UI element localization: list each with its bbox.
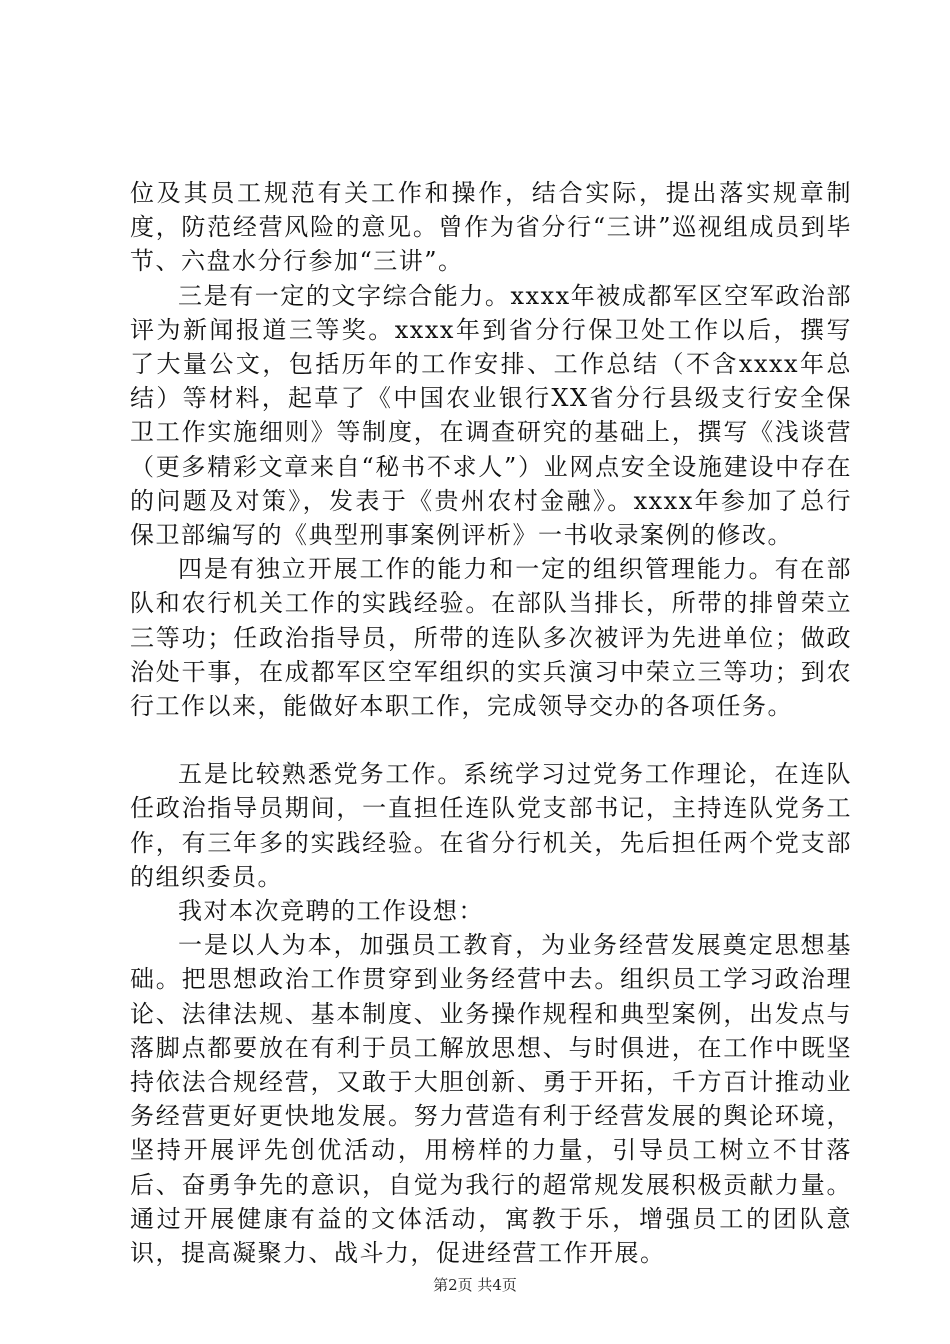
paragraph-plan-one: 一是以人为本，加强员工教育，为业务经营发展奠定思想基础。把思想政治工作贯穿到业务经营中去。组织员工学习政治理论、法律法规、基本制度、业务操作规程和典型案例，出发点与落脚点都要放在有利于员工解放思想、与时俱进，在工作中既坚持依法合规经营，又敢于大胆创新、勇于开拓，千方百计推动业务经营更好更快地发展。努力营造有利于经营发展的舆论环境，坚持开展评先创优活动，用榜样的力量，引导员工树立不甘落后、奋勇争先的意识，自觉为我行的超常规发展积极贡献力量。通过开展健康有益的文体活动，寓教于乐，增强员工的团队意识，提高凝聚力、战斗力，促进经营工作开展。 <box>130 931 852 1268</box>
paragraph-gap <box>130 723 852 757</box>
paragraph-plan-heading: 我对本次竞聘的工作设想： <box>178 897 484 926</box>
page-footer: 第2页 共4页 <box>433 1276 517 1294</box>
paragraph-party-work: 五是比较熟悉党务工作。系统学习过党务工作理论，在连队任政治指导员期间，一直担任连队党支部书记，主持连队党务工作，有三年多的实践经验。在省分行机关，先后担任两个党支部的组织委员。 <box>130 760 852 891</box>
paragraph-continued: 位及其员工规范有关工作和操作，结合实际，提出落实规章制度，防范经营风险的意见。曾作为省分行“三讲”巡视组成员到毕节、六盘水分行参加“三讲”。 <box>130 179 852 276</box>
paragraph-management-ability: 四是有独立开展工作的能力和一定的组织管理能力。有在部队和农行机关工作的实践经验。在部队当排长，所带的排曾荣立三等功；任政治指导员，所带的连队多次被评为先进单位；做政治处干事，在成都军区空军组织的实兵演习中荣立三等功；到农行工作以来，能做好本职工作，完成领导交办的各项任务。 <box>130 555 852 721</box>
paragraph-writing-ability: 三是有一定的文字综合能力。xxxx年被成都军区空军政治部评为新闻报道三等奖。xxxx年到省分行保卫处工作以后，撰写了大量公文，包括历年的工作安排、工作总结（不含xxxx年总结）等材料，起草了《中国农业银行XX省分行县级支行安全保卫工作实施细则》等制度，在调查研究的基础上，撰写《浅谈营（更多精彩文章来自“秘书不求人”）业网点安全设施建设中存在的问题及对策》，发表于《贵州农村金融》。xxxx年参加了总行保卫部编写的《典型刑事案例评析》一书收录案例的修改。 <box>130 281 852 550</box>
body-text <box>130 176 852 1270</box>
